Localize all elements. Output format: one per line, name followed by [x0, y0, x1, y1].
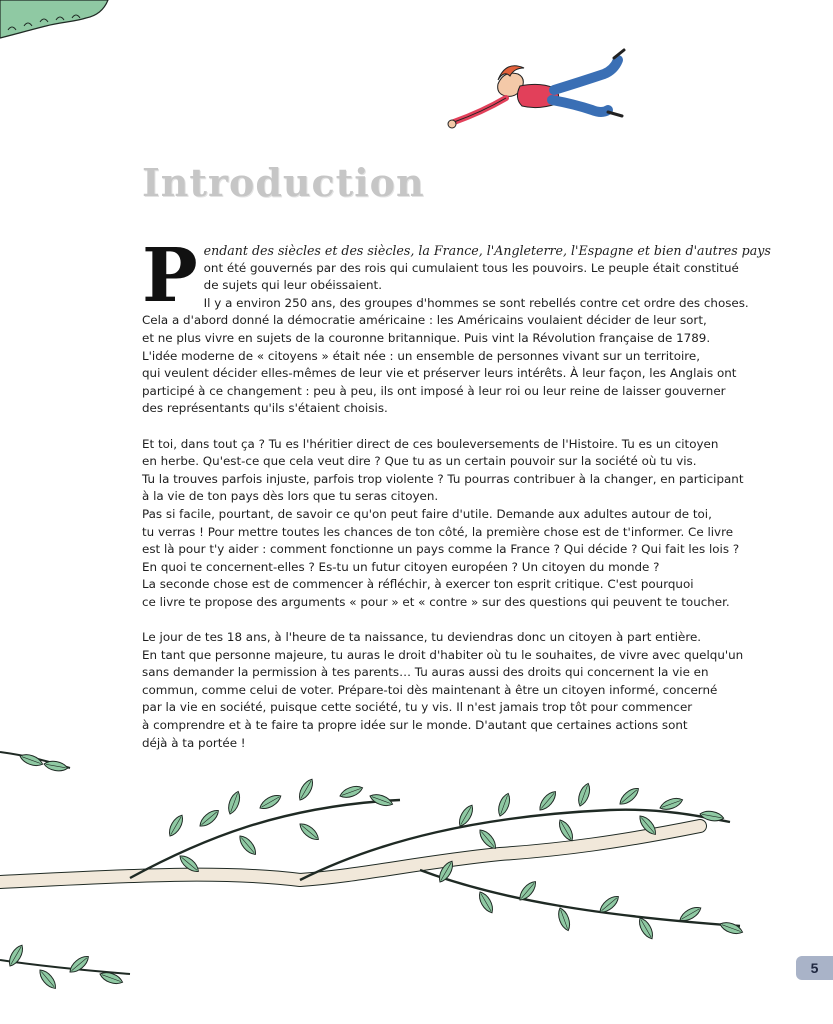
text-line: sans demander la permission à tes parents… Tu auras aussi des droits qui concernent la vie en: [142, 665, 709, 680]
text-line: participé à ce changement : peu à peu, ils ont imposé à leur roi ou leur reine de laisser gouverner: [142, 383, 726, 398]
text-line: déjà à ta portée !: [142, 735, 246, 750]
page-number-badge: [796, 956, 833, 980]
text-line: En tant que personne majeure, tu auras le droit d'habiter où tu le souhaites, de vivre avec quelqu'un: [142, 647, 744, 662]
text-line: à comprendre et à te faire ta propre idée sur le monde. D'autant que certaines actions sont: [142, 718, 688, 733]
text-line: La seconde chose est de commencer à réfléchir, à exercer ton esprit critique. C'est pourquoi: [142, 577, 694, 592]
text-line: Il y a environ 250 ans, des groupes d'hommes se sont rebellés contre cet ordre des choses.: [203, 295, 749, 310]
paragraph-citizen-in-herb: [142, 436, 744, 612]
body-text: [142, 233, 771, 752]
text-line: commun, comme celui de voter. Prépare-toi dès maintenant à être un citoyen informé, concerné: [142, 682, 718, 697]
drop-cap: P: [142, 233, 198, 319]
bush-illustration: [0, 0, 110, 40]
flying-child-illustration: [440, 40, 640, 140]
tree-branch-illustration: [0, 730, 760, 1024]
text-line: L'idée moderne de « citoyens » était née : un ensemble de personnes vivant sur un territoire,: [142, 348, 700, 363]
text-line: tu verras ! Pour mettre toutes les chances de ton côté, la première chose est de t'informer. Ce livre: [142, 524, 734, 539]
text-line: et ne plus vivre en sujets de la couronne britannique. Puis vint la Révolution française de 1789.: [142, 330, 711, 345]
page-number: 5: [810, 960, 819, 976]
text-line: Le jour de tes 18 ans, à l'heure de ta naissance, tu deviendras donc un citoyen à part entière.: [142, 630, 702, 645]
intro-lead: endant des siècles et des siècles, la France, l'Angleterre, l'Espagne et bien d'autres pays: [203, 243, 771, 258]
text-line: Cela a d'abord donné la démocratie américaine : les Américains voulaient décider de leur sort,: [142, 313, 707, 328]
text-line: par la vie en société, puisque cette société, tu y vis. Il n'est jamais trop tôt pour commencer: [142, 700, 693, 715]
text-line: en herbe. Qu'est-ce que cela veut dire ? Que tu as un certain pouvoir sur la société où tu vis.: [142, 454, 697, 469]
page-title: Introduction: [142, 160, 425, 205]
text-line: de sujets qui leur obéissaient.: [203, 278, 382, 293]
text-line: Et toi, dans tout ça ? Tu es l'héritier direct de ces bouleversements de l'Histoire. Tu es un citoyen: [142, 436, 719, 451]
text-line: ce livre te propose des arguments « pour » et « contre » sur des questions qui peuvent te toucher.: [142, 594, 730, 609]
text-line: En quoi te concernent-elles ? Es-tu un futur citoyen européen ? Un citoyen du monde ?: [142, 559, 660, 574]
text-line: qui veulent décider elles-mêmes de leur vie et préserver leurs intérêts. À leur façon, les Anglais ont: [142, 366, 737, 381]
intro-paragraph: [142, 233, 771, 418]
paragraph-eighteen: [142, 629, 744, 752]
text-line: des représentants qu'ils s'étaient choisis.: [142, 401, 388, 416]
text-line: Tu la trouves parfois injuste, parfois trop violente ? Tu pourras contribuer à la changer, en participant: [142, 471, 744, 486]
text-line: à la vie de ton pays dès lors que tu seras citoyen.: [142, 489, 439, 504]
text-line: ont été gouvernés par des rois qui cumulaient tous les pouvoirs. Le peuple était constitué: [203, 260, 739, 275]
text-line: est là pour t'y aider : comment fonctionne un pays comme la France ? Qui décide ? Qui fait les lois ?: [142, 542, 740, 557]
text-line: Pas si facile, pourtant, de savoir ce qu'on peut faire d'utile. Demande aux adultes autour de toi,: [142, 506, 712, 521]
